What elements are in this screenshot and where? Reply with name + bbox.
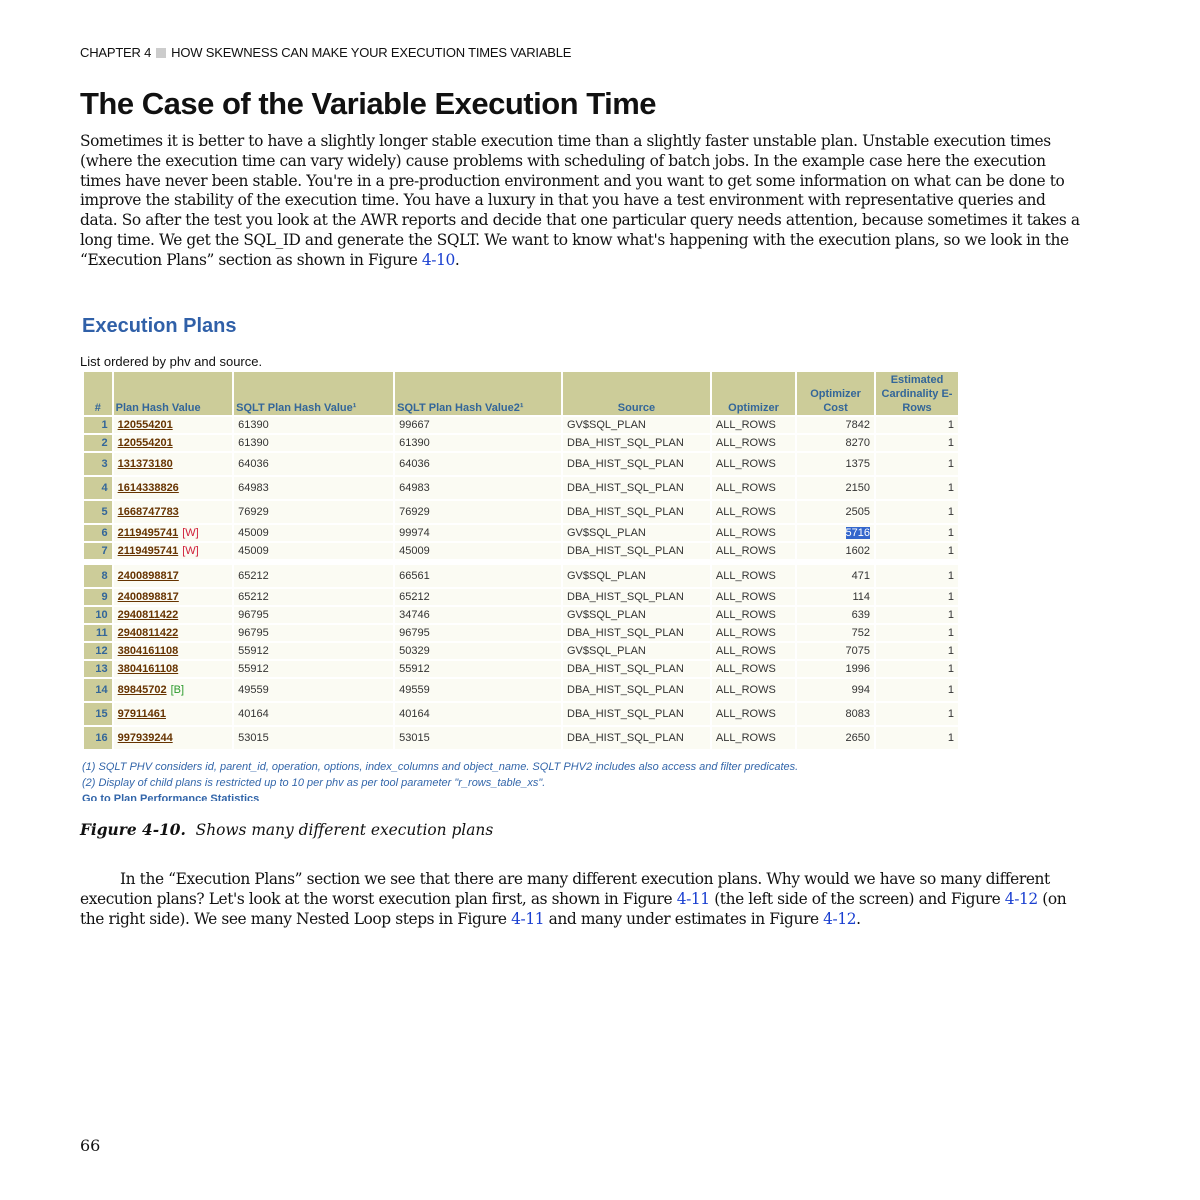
sqlt-phv2-cell: 66561 [395, 565, 561, 587]
sqlt-phv2-cell: 96795 [395, 625, 561, 641]
optimizer-cell: ALL_ROWS [712, 435, 795, 451]
caption-text: Shows many different execution plans [195, 821, 494, 839]
source-cell: DBA_HIST_SQL_PLAN [563, 501, 710, 523]
column-header: SQLT Plan Hash Value¹ [234, 372, 393, 415]
cost-cell: 2505 [797, 501, 874, 523]
figure-link[interactable]: 4-11 [511, 909, 545, 928]
sqlt-phv2-cell: 99667 [395, 417, 561, 433]
plan-hash-cell [114, 417, 233, 433]
row-number: 10 [84, 607, 112, 623]
row-number: 3 [84, 453, 112, 475]
sqlt-phv-cell: 55912 [234, 643, 393, 659]
table-row [84, 607, 958, 623]
source-cell: GV$SQL_PLAN [563, 643, 710, 659]
optimizer-cell: ALL_ROWS [712, 679, 795, 701]
sqlt-phv-cell: 49559 [234, 679, 393, 701]
cost-cell: 1996 [797, 661, 874, 677]
row-number: 9 [84, 589, 112, 605]
cost-cell: 1375 [797, 453, 874, 475]
cost-cell: 1602 [797, 543, 874, 559]
row-number: 13 [84, 661, 112, 677]
plan-hash-cell [114, 565, 233, 587]
erows-cell: 1 [876, 625, 958, 641]
sqlt-phv-cell: 45009 [234, 525, 393, 541]
erows-cell: 1 [876, 679, 958, 701]
source-cell: DBA_HIST_SQL_PLAN [563, 727, 710, 749]
paragraph-text: and many under estimates in Figure [544, 909, 824, 928]
erows-cell: 1 [876, 565, 958, 587]
figure-caption [80, 821, 493, 839]
plan-hash-link[interactable]: 120554201 [117, 419, 173, 431]
column-header: Optimizer Cost [797, 372, 874, 415]
source-cell: GV$SQL_PLAN [563, 525, 710, 541]
table-row [84, 417, 958, 433]
row-number: 12 [84, 643, 112, 659]
caption-label: Figure 4-10. [80, 821, 186, 839]
sqlt-phv-cell: 64036 [234, 453, 393, 475]
chapter-title: HOW SKEWNESS CAN MAKE YOUR EXECUTION TIMES VARIABLE [171, 45, 572, 60]
source-cell: DBA_HIST_SQL_PLAN [563, 703, 710, 725]
erows-cell: 1 [876, 643, 958, 659]
optimizer-cell: ALL_ROWS [712, 565, 795, 587]
figure-subtitle: List ordered by phv and source. [80, 354, 263, 369]
optimizer-cell: ALL_ROWS [712, 661, 795, 677]
table-row [84, 543, 958, 559]
plan-hash-cell [114, 589, 233, 605]
plan-hash-cell [114, 435, 233, 451]
figure-title: Execution Plans [82, 315, 237, 337]
column-header: Optimizer [712, 372, 795, 415]
sqlt-phv-cell: 61390 [234, 417, 393, 433]
erows-cell: 1 [876, 417, 958, 433]
plan-hash-link[interactable]: 97911461 [117, 708, 166, 720]
plan-hash-cell [114, 607, 233, 623]
source-cell: DBA_HIST_SQL_PLAN [563, 625, 710, 641]
sqlt-phv2-cell: 40164 [395, 703, 561, 725]
paragraph-text: Sometimes it is better to have a slightly longer stable execution time than a slightly faster unstable plan. Unstable execution times (where the execution time can vary widely) cause problems with scheduling of batch jobs. In the example case here the execution times have never been stable. You're in a pre-production environment and you want to get some information on what can be done to improve the stability of the execution time. You have a luxury in that you have a test environment with representative queries and data. So after the test you look at the AWR reports and decide that one particular query needs attention, because sometimes it takes a long time. We get the SQL_ID and generate the SQLT. We want to know what's happening with the execution plans, so we look in the “Execution Plans” section as shown in Figure [80, 132, 1080, 269]
plan-hash-link[interactable]: 2400898817 [117, 591, 179, 603]
plan-hash-link[interactable]: 3804161108 [117, 645, 179, 657]
row-number: 7 [84, 543, 112, 559]
cost-cell: 114 [797, 589, 874, 605]
plan-hash-link[interactable]: 1668747783 [117, 506, 179, 518]
cost-cell: 752 [797, 625, 874, 641]
optimizer-cell: ALL_ROWS [712, 477, 795, 499]
sqlt-phv-cell: 45009 [234, 543, 393, 559]
plan-hash-cell [114, 543, 233, 559]
table-row [84, 435, 958, 451]
source-cell: DBA_HIST_SQL_PLAN [563, 543, 710, 559]
row-number: 2 [84, 435, 112, 451]
sqlt-phv-cell: 53015 [234, 727, 393, 749]
source-cell: DBA_HIST_SQL_PLAN [563, 661, 710, 677]
sqlt-phv-cell: 65212 [234, 565, 393, 587]
optimizer-cell: ALL_ROWS [712, 417, 795, 433]
sqlt-phv-cell: 55912 [234, 661, 393, 677]
figure-link[interactable]: 4-12 [1004, 889, 1038, 908]
source-cell: DBA_HIST_SQL_PLAN [563, 435, 710, 451]
paragraph-text: In the “Execution Plans” section we see that there are many different execution plans. Why would we have so many different execution plans? Let's look at the worst execution plan first, as shown in Figure [80, 870, 1050, 908]
selected-text: 5716 [845, 527, 871, 539]
page-number: 66 [80, 1136, 101, 1155]
running-header [80, 45, 571, 60]
separator-square [156, 48, 166, 58]
table-row [84, 625, 958, 641]
erows-cell: 1 [876, 525, 958, 541]
table-row [84, 477, 958, 499]
paragraph-text: (on the right side). We see many Nested Loop steps in Figure [80, 889, 1067, 928]
table-row [84, 703, 958, 725]
plan-hash-link[interactable]: 997939244 [117, 732, 173, 744]
row-number: 11 [84, 625, 112, 641]
row-number: 8 [84, 565, 112, 587]
sqlt-phv2-cell: 53015 [395, 727, 561, 749]
plan-hash-cell [114, 625, 233, 641]
column-header: Source [563, 372, 710, 415]
erows-cell: 1 [876, 543, 958, 559]
sqlt-phv-cell: 76929 [234, 501, 393, 523]
erows-cell: 1 [876, 727, 958, 749]
sqlt-phv2-cell: 61390 [395, 435, 561, 451]
figure-link[interactable]: 4-12 [823, 909, 857, 928]
erows-cell: 1 [876, 453, 958, 475]
column-header: Estimated Cardinality E-Rows [876, 372, 958, 415]
erows-cell: 1 [876, 703, 958, 725]
plan-hash-link[interactable]: 1614338826 [117, 482, 179, 494]
cost-cell: 2150 [797, 477, 874, 499]
plan-hash-link[interactable]: 2940811422 [117, 609, 179, 621]
plan-hash-link[interactable]: 3804161108 [117, 663, 179, 675]
row-number: 14 [84, 679, 112, 701]
sqlt-phv2-cell: 45009 [395, 543, 561, 559]
cost-cell: 994 [797, 679, 874, 701]
source-cell: GV$SQL_PLAN [563, 417, 710, 433]
sqlt-phv-cell: 64983 [234, 477, 393, 499]
optimizer-cell: ALL_ROWS [712, 525, 795, 541]
plan-hash-cell [114, 727, 233, 749]
plan-hash-cell [114, 661, 233, 677]
sqlt-phv-cell: 96795 [234, 625, 393, 641]
row-number: 16 [84, 727, 112, 749]
erows-cell: 1 [876, 477, 958, 499]
column-header: # [84, 372, 112, 415]
cost-cell: 7842 [797, 417, 874, 433]
sqlt-phv-cell: 65212 [234, 589, 393, 605]
paragraph-text: (the left side of the screen) and Figure [709, 889, 1005, 908]
plan-hash-cell [114, 703, 233, 725]
figure-link[interactable]: 4-10 [421, 250, 455, 269]
plan-performance-link[interactable]: Go to Plan Performance Statistics [82, 793, 260, 801]
plan-hash-link[interactable]: 2940811422 [117, 627, 179, 639]
table-header [84, 372, 958, 415]
cost-cell: 2650 [797, 727, 874, 749]
cost-cell: 471 [797, 565, 874, 587]
plan-hash-cell [114, 453, 233, 475]
sqlt-phv-cell: 40164 [234, 703, 393, 725]
sqlt-phv-cell: 96795 [234, 607, 393, 623]
row-number: 4 [84, 477, 112, 499]
best-plan-badge: [B] [170, 684, 185, 696]
row-number: 6 [84, 525, 112, 541]
paragraph-text: . [454, 250, 460, 269]
sqlt-phv2-cell: 76929 [395, 501, 561, 523]
body-paragraph [80, 870, 1080, 929]
erows-cell: 1 [876, 501, 958, 523]
sqlt-phv2-cell: 64983 [395, 477, 561, 499]
footnote-2: (2) Display of child plans is restricted up to 10 per phv as per tool parameter "r_rows_table_xs". [82, 777, 546, 789]
row-number: 5 [84, 501, 112, 523]
source-cell: DBA_HIST_SQL_PLAN [563, 453, 710, 475]
intro-paragraph [80, 132, 1080, 271]
plan-hash-link[interactable]: 2400898817 [117, 570, 179, 582]
sqlt-phv2-cell: 49559 [395, 679, 561, 701]
optimizer-cell: ALL_ROWS [712, 727, 795, 749]
chapter-label: CHAPTER 4 [80, 45, 152, 60]
paragraph-text: . [856, 909, 861, 928]
plan-hash-cell [114, 501, 233, 523]
table-row [84, 589, 958, 605]
plan-hash-cell [114, 525, 233, 541]
plan-hash-link[interactable]: 131373180 [117, 458, 173, 470]
table-row [84, 501, 958, 523]
cost-cell: 7075 [797, 643, 874, 659]
plan-hash-cell [114, 643, 233, 659]
optimizer-cell: ALL_ROWS [712, 453, 795, 475]
table-row [84, 661, 958, 677]
sqlt-phv2-cell: 65212 [395, 589, 561, 605]
table-row [84, 643, 958, 659]
optimizer-cell: ALL_ROWS [712, 703, 795, 725]
table-row [84, 727, 958, 749]
plan-hash-link[interactable]: 120554201 [117, 437, 173, 449]
sqlt-phv2-cell: 50329 [395, 643, 561, 659]
plan-hash-cell [114, 679, 233, 701]
table-row [84, 679, 958, 701]
source-cell: DBA_HIST_SQL_PLAN [563, 477, 710, 499]
cost-cell: 8083 [797, 703, 874, 725]
row-number: 15 [84, 703, 112, 725]
cost-cell [797, 525, 874, 541]
erows-cell: 1 [876, 589, 958, 605]
section-title: The Case of the Variable Execution Time [80, 86, 657, 121]
erows-cell: 1 [876, 607, 958, 623]
plan-hash-cell [114, 477, 233, 499]
cost-cell: 8270 [797, 435, 874, 451]
sqlt-phv2-cell: 34746 [395, 607, 561, 623]
sqlt-phv2-cell: 99974 [395, 525, 561, 541]
table-row [84, 565, 958, 587]
plan-hash-link[interactable]: 2119495741 [117, 527, 179, 539]
optimizer-cell: ALL_ROWS [712, 501, 795, 523]
erows-cell: 1 [876, 435, 958, 451]
plan-hash-link[interactable]: 89845702 [117, 684, 167, 696]
worst-plan-badge: [W] [182, 545, 199, 557]
optimizer-cell: ALL_ROWS [712, 625, 795, 641]
worst-plan-badge: [W] [182, 527, 199, 539]
row-number: 1 [84, 417, 112, 433]
sqlt-phv2-cell: 64036 [395, 453, 561, 475]
execution-plans-table [82, 370, 960, 751]
source-cell: DBA_HIST_SQL_PLAN [563, 679, 710, 701]
column-header: SQLT Plan Hash Value2¹ [395, 372, 561, 415]
erows-cell: 1 [876, 661, 958, 677]
optimizer-cell: ALL_ROWS [712, 589, 795, 605]
figure-link[interactable]: 4-11 [676, 889, 710, 908]
footnote-1: (1) SQLT PHV considers id, parent_id, operation, options, index_columns and object_name. SQLT PHV2 includes also access and filter predicates. [82, 761, 799, 773]
optimizer-cell: ALL_ROWS [712, 643, 795, 659]
table-row [84, 453, 958, 475]
optimizer-cell: ALL_ROWS [712, 543, 795, 559]
sqlt-phv2-cell: 55912 [395, 661, 561, 677]
sqlt-phv-cell: 61390 [234, 435, 393, 451]
plan-hash-link[interactable]: 2119495741 [117, 545, 179, 557]
cost-cell: 639 [797, 607, 874, 623]
optimizer-cell: ALL_ROWS [712, 607, 795, 623]
source-cell: DBA_HIST_SQL_PLAN [563, 589, 710, 605]
column-header: Plan Hash Value [114, 372, 233, 415]
table-row [84, 525, 958, 541]
source-cell: GV$SQL_PLAN [563, 607, 710, 623]
source-cell: GV$SQL_PLAN [563, 565, 710, 587]
